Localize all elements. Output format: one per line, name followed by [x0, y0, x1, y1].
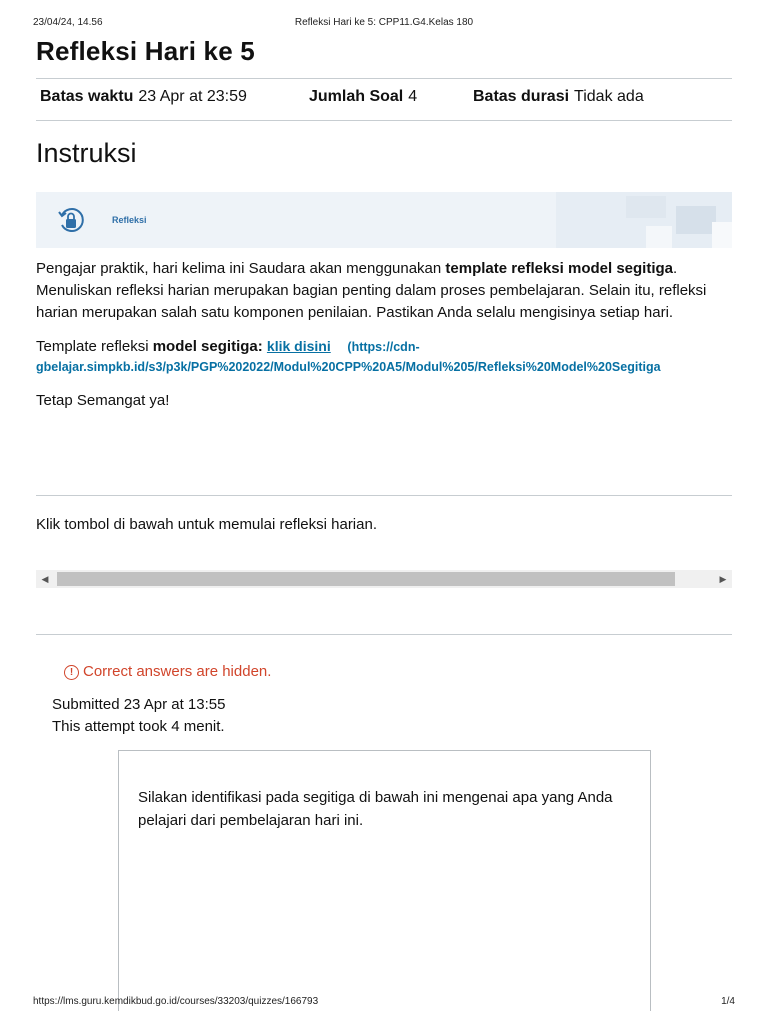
template-url-line	[36, 356, 732, 378]
divider	[36, 495, 732, 496]
paragraph-text-rest: . Menuliskan refleksi harian merupakan bagian penting dalam proses pembelajaran. Selain itu, refleksi harian merupakan salah satu komponen penilaian. Pastikan Anda selalu mengisinya setiap hari.	[36, 260, 707, 321]
due-label: Batas waktu	[40, 88, 134, 105]
due-date	[40, 88, 247, 106]
template-line	[36, 335, 736, 358]
question-card	[118, 750, 651, 1011]
template-link-url[interactable]: (https://cdn-	[347, 340, 420, 354]
paragraph-bold: template refleksi model segitiga	[445, 260, 673, 277]
questions-label: Jumlah Soal	[309, 88, 404, 105]
question-count	[309, 88, 417, 106]
page-title: Refleksi Hari ke 5	[36, 36, 255, 66]
submission-info	[52, 694, 225, 738]
attempt-duration: This attempt took 4 menit.	[52, 718, 225, 735]
banner-label: Refleksi	[112, 215, 147, 225]
paragraph-text: Pengajar praktik, hari kelima ini Saudara akan menggunakan	[36, 260, 446, 277]
questions-value: 4	[408, 88, 418, 105]
reflection-banner	[36, 192, 732, 248]
submitted-time: Submitted 23 Apr at 13:55	[52, 696, 226, 713]
divider	[36, 634, 732, 635]
page-number: 1/4	[721, 996, 735, 1007]
closing-text: Tetap Semangat ya!	[36, 392, 170, 409]
instructions-heading: Instruksi	[36, 138, 137, 168]
divider	[36, 78, 732, 79]
due-value: 23 Apr at 23:59	[138, 88, 247, 105]
limit-value: Tidak ada	[574, 88, 644, 105]
template-link-url-continued[interactable]: gbelajar.simpkb.id/s3/p3k/PGP%202022/Modul%20CPP%20A5/Modul%205/Refleksi%20Model%20Segitiga	[36, 360, 661, 374]
scroll-right-icon[interactable]: ▶	[719, 574, 727, 584]
question-text: Silakan identifikasi pada segitiga di bawah ini mengenai apa yang Anda pelajari dari pembelajaran hari ini.	[138, 789, 613, 829]
divider	[36, 120, 732, 121]
instruction-paragraph	[36, 258, 736, 324]
scroll-left-icon[interactable]: ◀	[41, 574, 49, 584]
print-header	[0, 17, 768, 31]
print-page-title: Refleksi Hari ke 5: CPP11.G4.Kelas 180	[294, 17, 474, 28]
start-instruction: Klik tombol di bawah untuk memulai refleksi harian.	[36, 516, 377, 533]
template-prefix: Template refleksi	[36, 338, 153, 355]
print-url: https://lms.guru.kemdikbud.go.id/courses/33203/quizzes/166793	[33, 996, 319, 1007]
template-bold: model segitiga:	[152, 338, 263, 355]
print-datetime: 23/04/24, 14.56	[33, 17, 103, 28]
alert-text: Correct answers are hidden.	[83, 663, 272, 680]
time-limit	[473, 88, 644, 106]
horizontal-scrollbar[interactable]	[36, 570, 732, 588]
print-footer	[0, 996, 768, 1010]
template-link[interactable]: klik disini	[266, 338, 331, 354]
limit-label: Batas durasi	[473, 88, 570, 105]
scrollbar-thumb[interactable]	[57, 572, 675, 586]
hidden-answers-alert	[64, 663, 271, 681]
warning-icon: !	[64, 665, 79, 680]
reflection-icon	[56, 205, 86, 235]
